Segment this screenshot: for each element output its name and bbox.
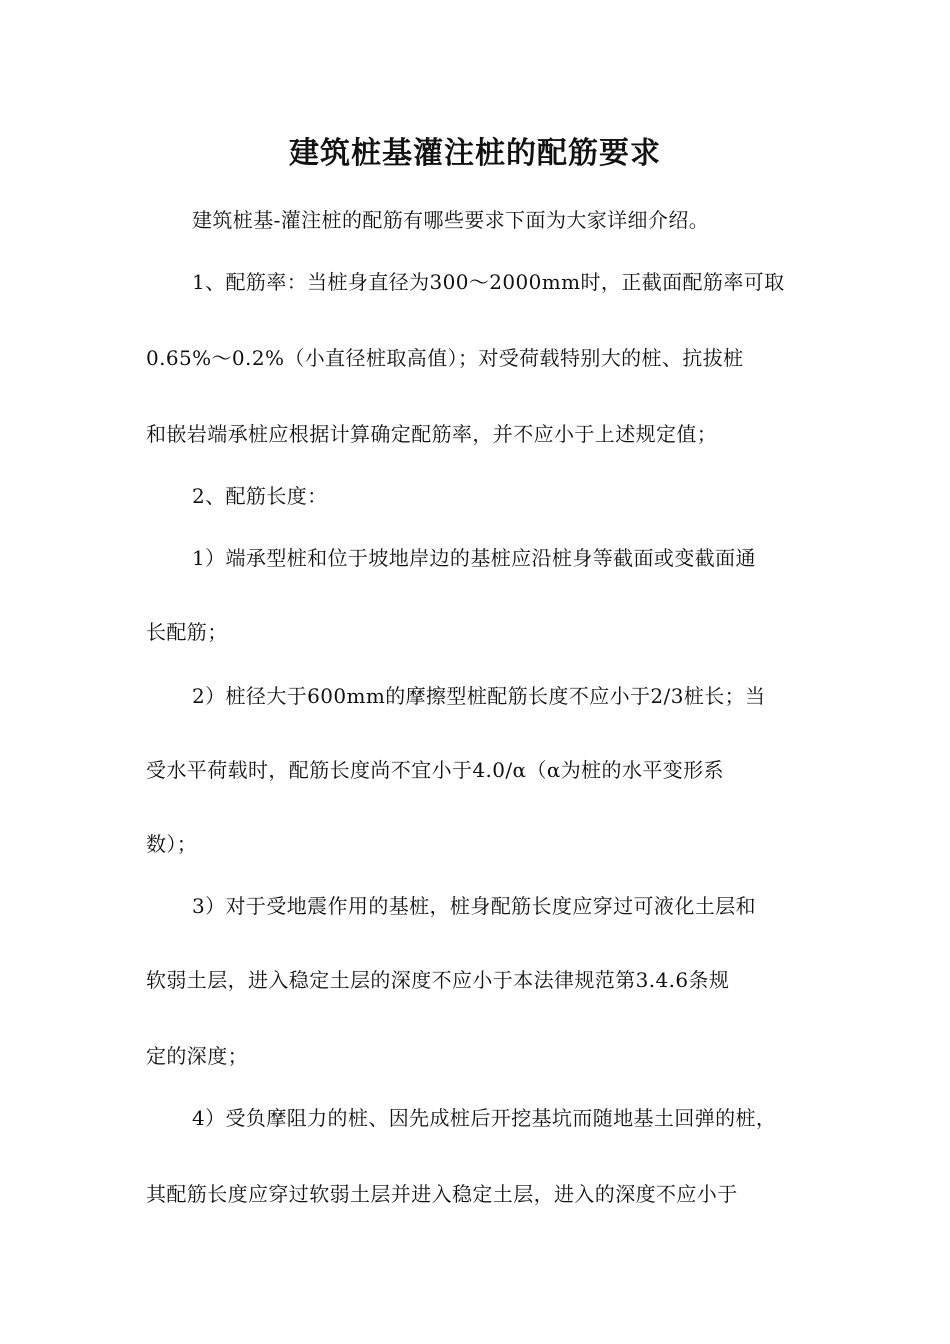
paragraph-line: 定的深度； (146, 1044, 248, 1068)
paragraph-line: 其配筋长度应穿过软弱土层并进入稳定土层，进入的深度不应小于 (146, 1182, 738, 1206)
paragraph-line: 受水平荷载时，配筋长度尚不宜小于4.0/α（α为桩的水平变形系 (146, 758, 724, 782)
paragraph-line: 和嵌岩端承桩应根据计算确定配筋率，并不应小于上述规定值； (146, 422, 718, 446)
paragraph-line: 3）对于受地震作用的基桩，桩身配筋长度应穿过可液化土层和 (192, 894, 756, 918)
paragraph-line: 长配筋； (146, 620, 228, 644)
paragraph-line: 2、配筋长度： (192, 484, 328, 508)
paragraph-line: 0.65%～0.2%（小直径桩取高值）；对受荷载特别大的桩、抗拔桩 (146, 346, 744, 370)
paragraph-intro: 建筑桩基-灌注桩的配筋有哪些要求下面为大家详细介绍。 (192, 208, 710, 232)
paragraph-line: 2）桩径大于600mm的摩擦型桩配筋长度不应小于2/3桩长；当 (192, 684, 766, 708)
paragraph-line: 软弱土层，进入稳定土层的深度不应小于本法律规范第3.4.6条规 (146, 968, 730, 992)
document-title: 建筑桩基灌注桩的配筋要求 (289, 136, 661, 171)
paragraph-line: 4）受负摩阻力的桩、因先成桩后开挖基坑而随地基土回弹的桩， (192, 1106, 777, 1130)
paragraph-line: 数）； (146, 832, 198, 856)
paragraph-line: 1）端承型桩和位于坡地岸边的基桩应沿桩身等截面或变截面通 (192, 546, 756, 570)
paragraph-line: 1、配筋率：当桩身直径为300～2000mm时，正截面配筋率可取 (192, 270, 785, 294)
